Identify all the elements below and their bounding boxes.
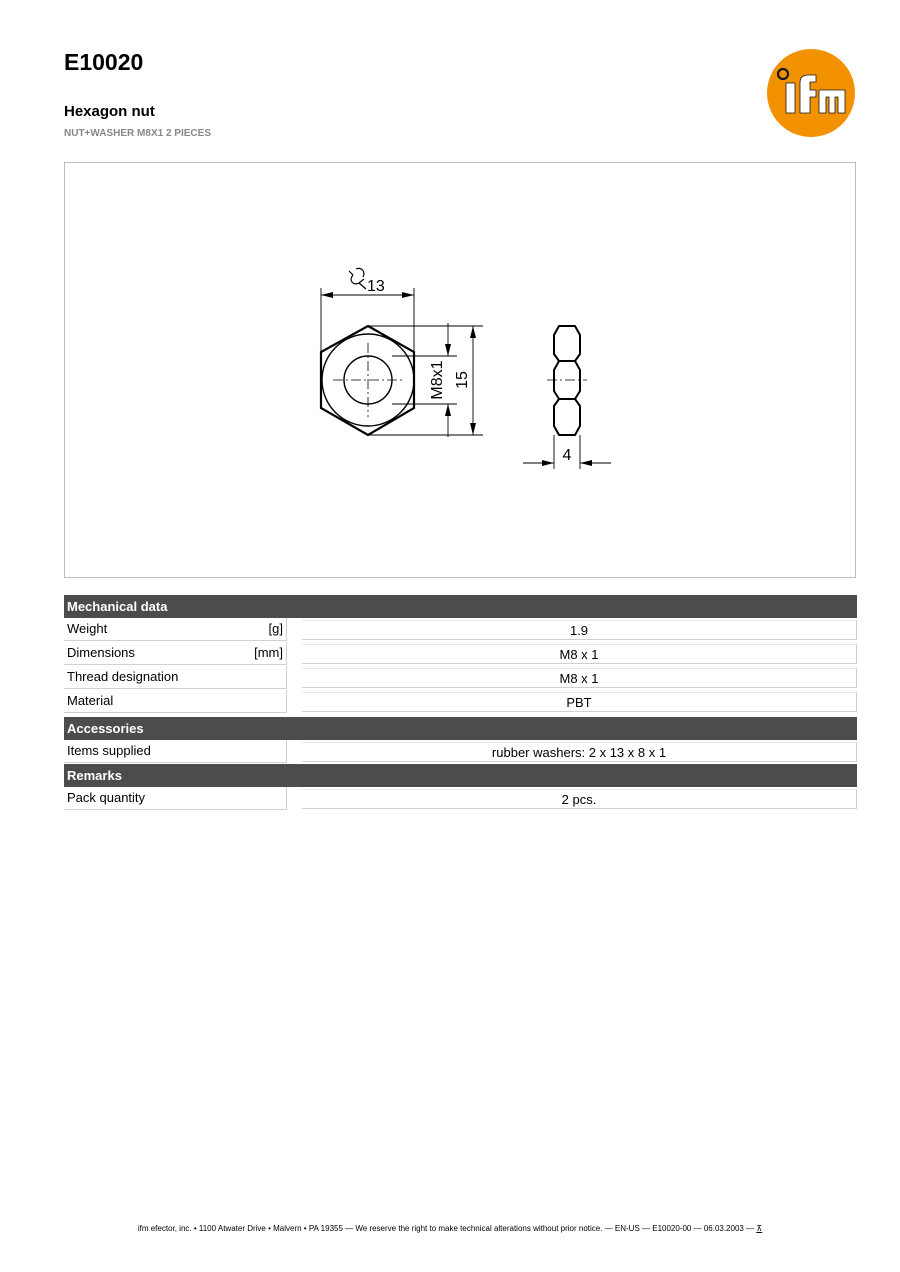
row-value: 1.9 (302, 620, 857, 640)
table-row (64, 642, 857, 666)
specification-table (64, 595, 857, 811)
hexagon-outline (321, 326, 414, 435)
section-header-remarks: Remarks (64, 764, 857, 787)
product-name: Hexagon nut (64, 103, 155, 120)
table-row (64, 666, 857, 690)
row-value: 2 pcs. (302, 789, 857, 809)
row-value: M8 x 1 (302, 668, 857, 688)
product-description: NUT+WASHER M8X1 2 PIECES (64, 128, 211, 139)
row-value: M8 x 1 (302, 644, 857, 664)
row-label: Dimensions (67, 645, 135, 660)
row-label: Pack quantity (67, 790, 146, 805)
row-label: Material (67, 693, 114, 708)
row-value: PBT (302, 692, 857, 712)
row-unit: [mm] (254, 645, 283, 660)
row-label: Weight (67, 621, 108, 636)
table-row (64, 690, 857, 714)
thickness-dimension-label: 4 (562, 447, 572, 464)
footer-symbol: ⊼ (756, 1224, 763, 1233)
nut-drawing-svg (65, 163, 857, 579)
footer-text: ifm efector, inc. • 1100 Atwater Drive • Malvern • PA 19355 — We reserve the right to make technical alterations without prior notice. — EN-US — E10020-00 — 06.03.2003 — (137, 1224, 755, 1233)
wrench-size-label: 13 (367, 278, 385, 295)
table-row (64, 740, 857, 764)
height-dimension-label: 15 (454, 371, 471, 389)
thread-dimension-label: M8x1 (429, 360, 446, 400)
section-header-mechanical-data: Mechanical data (64, 595, 857, 618)
table-row (64, 787, 857, 811)
section-header-accessories: Accessories (64, 717, 857, 740)
row-label: Thread designation (67, 669, 179, 684)
table-row (64, 618, 857, 642)
product-code: E10020 (64, 49, 144, 75)
ifm-logo (766, 48, 856, 138)
row-label: Items supplied (67, 743, 151, 758)
row-value: rubber washers: 2 x 13 x 8 x 1 (302, 742, 857, 762)
row-unit: [g] (268, 621, 283, 636)
technical-drawing (64, 162, 856, 578)
page-footer (0, 1224, 900, 1233)
